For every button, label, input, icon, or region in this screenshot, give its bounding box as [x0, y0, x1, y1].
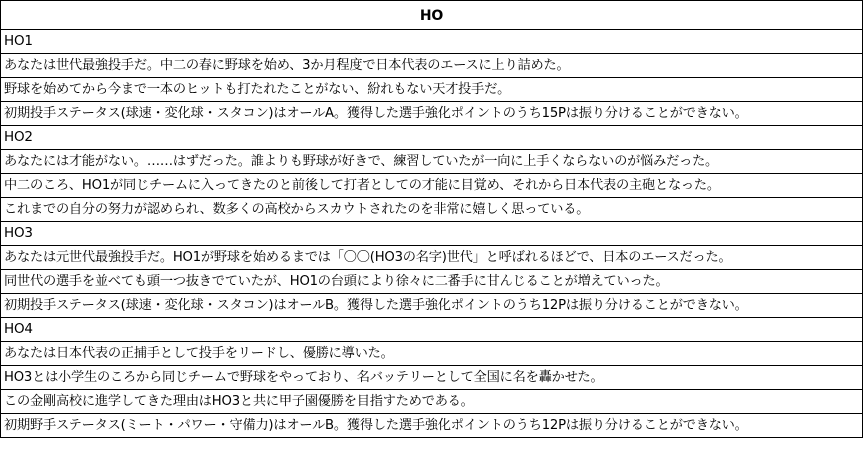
table-row: 初期投手ステータス(球速・変化球・スタコン)はオールA。獲得した選手強化ポイントのうち15Pは振り分けることができない。 — [0, 102, 863, 126]
section-label-ho4: HO4 — [0, 318, 863, 342]
table-row: あなたは元世代最強投手だ。HO1が野球を始めるまでは「〇〇(HO3の名字)世代」と呼ばれるほどで、日本のエースだった。 — [0, 246, 863, 270]
table-row: 野球を始めてから今まで一本のヒットも打たれたことがない、紛れもない天才投手だ。 — [0, 78, 863, 102]
table-row: あなたは日本代表の正捕手として投手をリードし、優勝に導いた。 — [0, 342, 863, 366]
table-row: 初期野手ステータス(ミート・パワー・守備力)はオールB。獲得した選手強化ポイントのうち12Pは振り分けることができない。 — [0, 414, 863, 438]
table-header: HO — [0, 0, 863, 30]
section-label-ho2: HO2 — [0, 126, 863, 150]
table-row: HO3とは小学生のころから同じチームで野球をやっており、名バッテリーとして全国に名を轟かせた。 — [0, 366, 863, 390]
table-row: 初期投手ステータス(球速・変化球・スタコン)はオールB。獲得した選手強化ポイントのうち12Pは振り分けることができない。 — [0, 294, 863, 318]
section-label-ho3: HO3 — [0, 222, 863, 246]
table-row: この金剛高校に進学してきた理由はHO3と共に甲子園優勝を目指すためである。 — [0, 390, 863, 414]
table-row: 中二のころ、HO1が同じチームに入ってきたのと前後して打者としての才能に目覚め、それから日本代表の主砲となった。 — [0, 174, 863, 198]
table-row: 同世代の選手を並べても頭一つ抜きでていたが、HO1の台頭により徐々に二番手に甘んじることが増えていった。 — [0, 270, 863, 294]
section-label-ho1: HO1 — [0, 30, 863, 54]
table-row: あなたには才能がない。……はずだった。誰よりも野球が好きで、練習していたが一向に上手くならないのが悩みだった。 — [0, 150, 863, 174]
table-row: これまでの自分の努力が認められ、数多くの高校からスカウトされたのを非常に嬉しく思っている。 — [0, 198, 863, 222]
table-row: あなたは世代最強投手だ。中二の春に野球を始め、3か月程度で日本代表のエースに上り詰めた。 — [0, 54, 863, 78]
